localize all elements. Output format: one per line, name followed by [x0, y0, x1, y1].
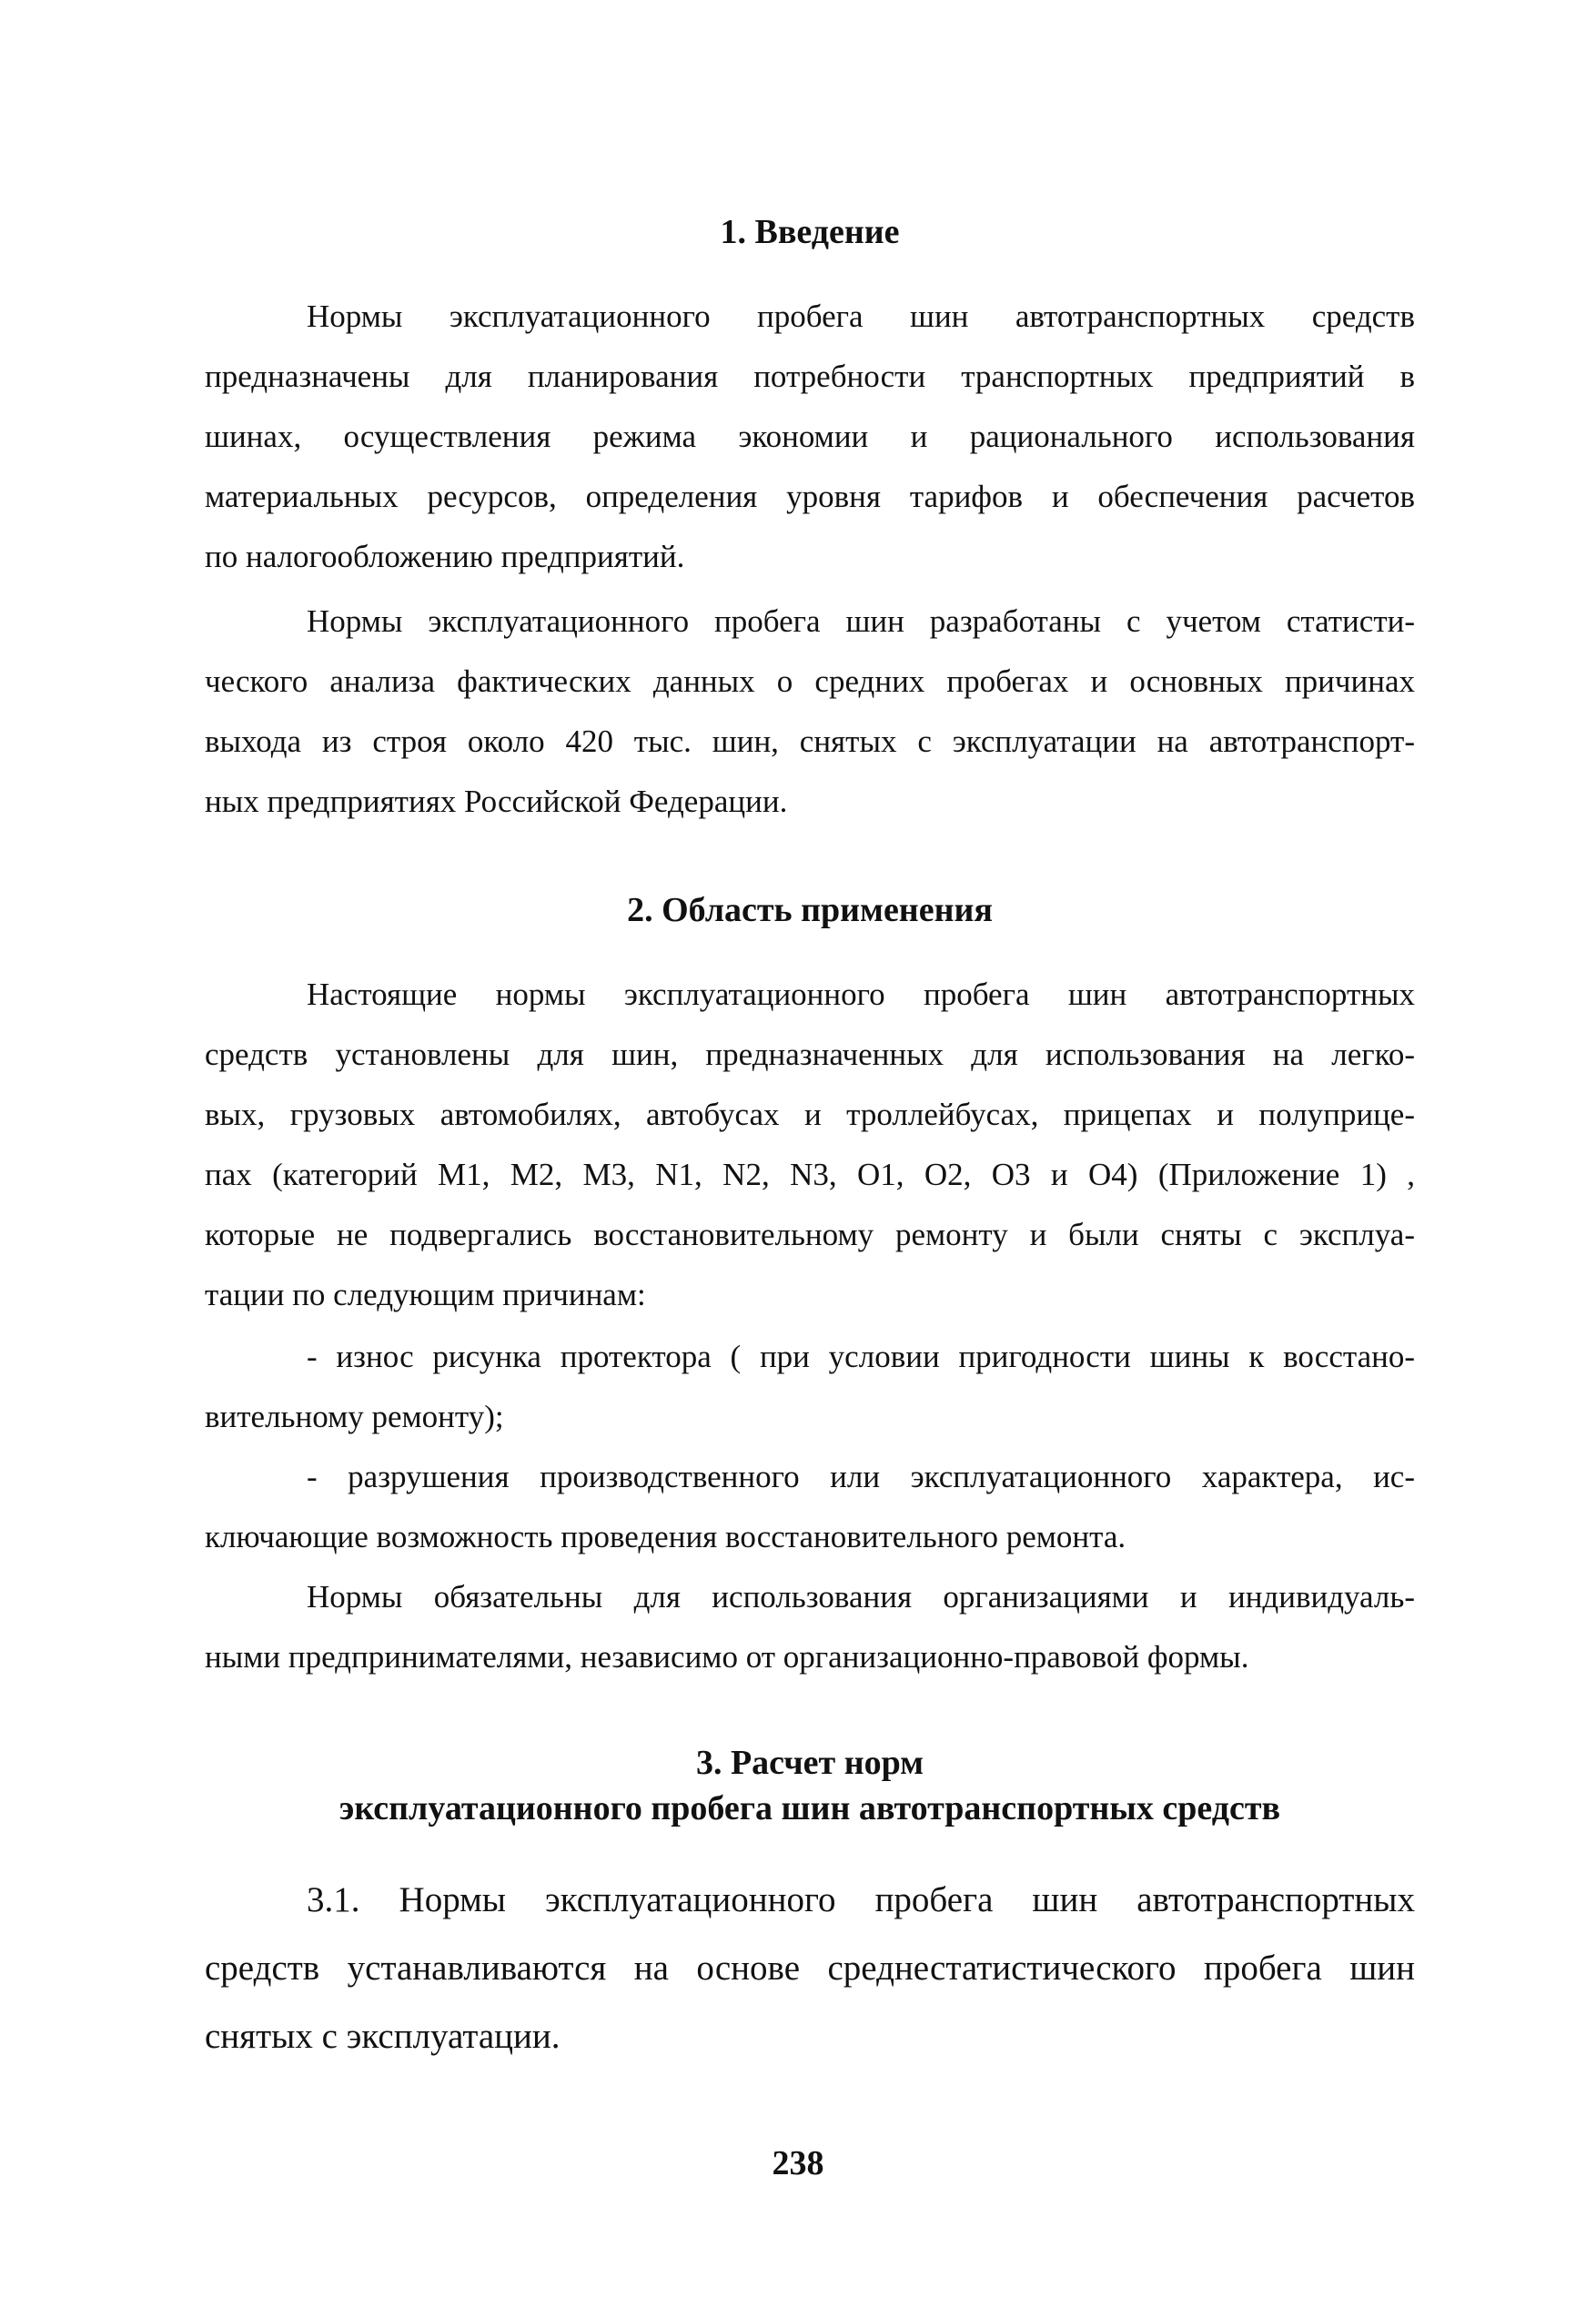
section-3-title-line-1: 3. Расчет норм — [695, 1744, 924, 1782]
section-2-title: 2. Область применения — [627, 891, 993, 929]
section-2-list-item-2 — [205, 1447, 1415, 1567]
text-line: тации по следующим причинам: — [205, 1277, 646, 1312]
text-line: средств установлены для шин, предназначенных для использования на легко- — [205, 1037, 1415, 1072]
text-line: выхода из строя около 420 тыс. шин, снятых с эксплуатации на автотранспорт- — [205, 724, 1415, 759]
text-line: которые не подвергались восстановительному ремонту и были сняты с эксплуа- — [205, 1217, 1415, 1252]
page-number: 238 — [772, 2144, 824, 2182]
text-line: вых, грузовых автомобилях, автобусах и троллейбусах, прицепах и полуприце- — [205, 1097, 1415, 1132]
text-line: Нормы эксплуатационного пробега шин разработаны с учетом статисти- — [307, 603, 1415, 639]
text-line: материальных ресурсов, определения уровня тарифов и обеспечения расчетов — [205, 479, 1415, 514]
section-1-paragraph-2 — [205, 592, 1415, 832]
section-1-title: 1. Введение — [720, 213, 900, 251]
text-line: ческого анализа фактических данных о средних пробегах и основных причинах — [205, 663, 1415, 699]
section-2-paragraph-1 — [205, 965, 1415, 1325]
text-line: - разрушения производственного или эксплуатационного характера, ис- — [307, 1459, 1415, 1494]
text-line: ных предприятиях Российской Федерации. — [205, 784, 788, 819]
text-line: ключающие возможность проведения восстановительного ремонта. — [205, 1519, 1126, 1554]
section-3-title-line-2: эксплуатационного пробега шин автотранспортных средств — [338, 1789, 1281, 1827]
text-line: Нормы обязательны для использования организациями и индивидуаль- — [307, 1579, 1415, 1615]
text-line: по налогообложению предприятий. — [205, 539, 685, 574]
text-line: Нормы эксплуатационного пробега шин автотранспортных средств — [307, 299, 1415, 334]
text-line: средств устанавливаются на основе среднестатистического пробега шин — [205, 1949, 1415, 1988]
text-line: снятых с эксплуатации. — [205, 2017, 561, 2056]
section-2-list-item-1 — [205, 1327, 1415, 1447]
text-line: 3.1. Нормы эксплуатационного пробега шин автотранспортных — [307, 1880, 1415, 1919]
section-3-paragraph-1 — [205, 1866, 1415, 2070]
section-2-paragraph-2 — [205, 1567, 1415, 1687]
text-line: предназначены для планирования потребности транспортных предприятий в — [205, 359, 1415, 394]
text-line: ными предпринимателями, независимо от организационно-правовой формы. — [205, 1639, 1249, 1675]
text-line: шинах, осуществления режима экономии и рационального использования — [205, 419, 1415, 454]
text-line: пах (категорий М1, М2, М3, N1, N2, N3, O1, O2, O3 и O4) (Приложение 1) , — [205, 1157, 1415, 1192]
text-line: вительному ремонту); — [205, 1399, 504, 1434]
text-line: - износ рисунка протектора ( при условии пригодности шины к восстано- — [307, 1339, 1415, 1374]
text-line: Настоящие нормы эксплуатационного пробега шин автотранспортных — [307, 977, 1415, 1012]
section-1-paragraph-1 — [205, 287, 1415, 587]
